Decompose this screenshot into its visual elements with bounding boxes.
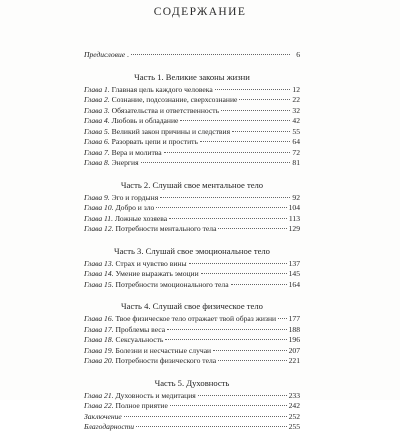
page-number: 207 [288,345,300,355]
toc-entry [84,280,300,291]
toc-entry [84,158,300,169]
dot-leader [180,120,290,121]
toc-entry-label [84,50,129,61]
toc-entry-title: Потребности эмоционального тела [113,279,229,289]
toc-entry-title: Обязательства и ответственность [109,105,220,115]
page-number: 233 [288,390,300,400]
page-title: СОДЕРЖАНИЕ [153,6,247,18]
dot-leader [165,339,286,340]
toc-entry-label [84,401,168,412]
page-number: 255 [288,422,300,431]
dot-leader [239,99,290,100]
part-heading: Часть 5. Духовность [154,377,230,388]
toc-entry [84,422,300,433]
toc-entry-label [84,106,219,117]
toc-entry [84,106,300,117]
toc-entry-label [84,269,199,280]
page-number: 242 [288,401,300,410]
toc-entry [84,335,300,346]
dot-leader [218,228,286,229]
dot-leader [198,395,287,396]
dot-leader [201,273,287,274]
toc-entry-prefix: Глава 17. [84,324,114,334]
toc-entry-label [84,116,178,127]
toc-entry-title: Энергия [109,158,139,167]
part-heading: Часть 4. Слушай свое физическое тело [121,301,263,311]
toc-entry-title: . [125,50,129,59]
dot-leader [136,426,287,427]
page-number: 42 [292,116,300,125]
page-number: 129 [288,224,300,233]
toc-entry-prefix: Глава 10. [84,203,114,212]
toc-entry [84,203,300,214]
toc-entry-prefix: Глава 1. [84,84,110,94]
toc-entry-title: Разорвать цепи и простить [109,137,198,146]
dot-leader [160,197,290,198]
toc-entry [84,314,300,325]
toc-entry-title: Главная цель каждого человека [109,84,213,94]
toc-entry [84,127,300,138]
toc-entry [84,148,300,159]
dot-leader [170,405,287,406]
page-number: 164 [288,279,300,289]
toc-entry [84,356,300,367]
toc-entry-prefix: Глава 13. [84,258,114,268]
toc-entry-label [84,224,216,235]
toc-entry-title: Великий закон причины и следствия [109,126,231,136]
dot-leader [218,360,286,361]
toc-entry-prefix: Глава 12. [84,224,114,233]
toc-entry-prefix: Заключение [84,411,122,421]
dot-leader [221,110,290,111]
toc-entry [84,391,300,402]
table-of-contents [84,50,300,433]
toc-entry-title: Потребности физического тела [113,356,217,365]
toc-entry-prefix: Глава 21. [84,390,114,400]
toc-entry-prefix: Глава 3. [84,105,110,115]
toc-entry [84,50,300,61]
toc-entry [84,412,300,423]
toc-entry-title: Потребности ментального тела [113,224,217,233]
toc-entry-prefix: Глава 18. [84,335,114,344]
toc-entry-prefix: Благодарности [84,422,134,431]
toc-entry-title: Болезни и несчастные случаи [113,345,212,355]
toc-entry-prefix: Глава 22. [84,401,114,410]
toc-entry-prefix: Глава 6. [84,137,110,146]
toc-entry-prefix: Глава 20. [84,356,114,365]
toc-entry-label [84,422,134,433]
toc-entry-label [84,412,122,423]
toc-entry-prefix: Предисловие [84,50,126,59]
toc-entry [84,401,300,412]
page-number: 188 [288,324,300,334]
toc-entry [84,224,300,235]
toc-entry-prefix: Глава 9. [84,192,110,202]
toc-entry-title: Добро и зло [113,203,155,212]
page-number: 137 [288,258,300,268]
dot-leader [189,263,287,264]
toc-entry-prefix: Глава 15. [84,279,114,289]
page-number: 145 [288,269,300,278]
toc-entry-label [84,193,158,204]
toc-entry-prefix: Глава 2. [84,95,110,104]
section-spacer [84,169,300,175]
toc-entry-title: Эго и гордыня [109,192,159,202]
toc-entry-prefix: Глава 14. [84,269,114,278]
toc-entry-label [84,356,216,367]
dot-leader [164,152,290,153]
page-number: 32 [292,105,300,115]
part-heading: Часть 2. Слушай свое ментальное тело [120,179,264,190]
page-number: 177 [288,314,300,323]
dot-leader [231,284,287,285]
dot-leader [167,329,286,330]
page-number: 196 [288,335,300,344]
toc-entry-prefix: Глава 8. [84,158,110,167]
page-number: 22 [292,95,300,104]
dot-leader [232,131,290,132]
toc-entry-title: Любовь и обладание [109,116,179,125]
toc-entry-title: Вера и молитва [109,147,162,157]
part-heading: Часть 1. Великие законы жизни [134,71,250,82]
dot-leader [131,54,290,55]
toc-entry-label [84,325,165,336]
toc-entry-label [84,214,167,225]
toc-entry [84,346,300,357]
toc-entry [84,116,300,127]
toc-entry-title: Страх и чувство вины [113,258,187,268]
page-number: 12 [292,84,300,94]
section-spacer [84,61,300,67]
dot-leader [141,162,290,163]
toc-entry [84,137,300,148]
toc-entry-prefix: Глава 19. [84,345,114,355]
toc-entry-title: Сознание, подсознание, сверхсознание [109,95,238,104]
page-number: 252 [288,411,300,421]
page-number: 221 [288,356,300,365]
dot-leader [124,416,287,417]
toc-entry-prefix: Глава 7. [84,147,110,157]
toc-entry-label [84,335,163,346]
page-number: 92 [292,192,300,202]
toc-entry-label [84,95,237,106]
toc-entry [84,269,300,280]
toc-entry-label [84,158,139,169]
toc-entry-title: Ложные хозяева [112,213,168,223]
toc-entry [84,214,300,225]
dot-leader [215,89,290,90]
toc-entry-title: Духовность и медитация [113,390,196,400]
page-number: 64 [292,137,300,146]
section-spacer [84,235,300,241]
toc-entry-label [84,127,230,138]
dot-leader [213,350,286,351]
toc-entry-label [84,280,229,291]
section-spacer [84,367,300,373]
toc-entry-title: Сексуальность [113,335,164,344]
toc-entry-title: Умение выражать эмоции [113,269,199,278]
dot-leader [156,207,286,208]
toc-entry [84,85,300,96]
toc-entry-label [84,314,276,325]
toc-entry-title: Полное приятие [113,401,168,410]
toc-entry-label [84,346,211,357]
page-number: 81 [292,158,300,167]
toc-entry-label [84,148,162,159]
toc-entry-label [84,85,213,96]
dot-leader [169,218,287,219]
page-number: 72 [292,147,300,157]
toc-entry-label [84,137,198,148]
page-number: 113 [288,213,300,223]
toc-entry [84,325,300,336]
page-number: 104 [288,203,300,212]
toc-entry-prefix: Глава 5. [84,126,110,136]
toc-entry-label [84,259,187,270]
toc-entry [84,95,300,106]
part-heading: Часть 3. Слушай свое эмоциональное тело [114,245,270,256]
page-number: 55 [292,126,300,136]
toc-entry [84,259,300,270]
dot-leader [278,318,287,319]
dot-leader [200,141,290,142]
page-number: 6 [296,50,300,59]
toc-entry-prefix: Глава 11. [84,213,113,223]
toc-entry [84,193,300,204]
toc-entry-prefix: Глава 16. [84,314,114,323]
toc-entry-title: Твое физическое тело отражает твой образ жизни [113,314,277,323]
toc-entry-prefix: Глава 4. [84,116,110,125]
toc-entry-label [84,391,196,402]
section-spacer [84,290,300,296]
toc-entry-title: Проблемы веса [113,324,166,334]
toc-entry-label [84,203,154,214]
